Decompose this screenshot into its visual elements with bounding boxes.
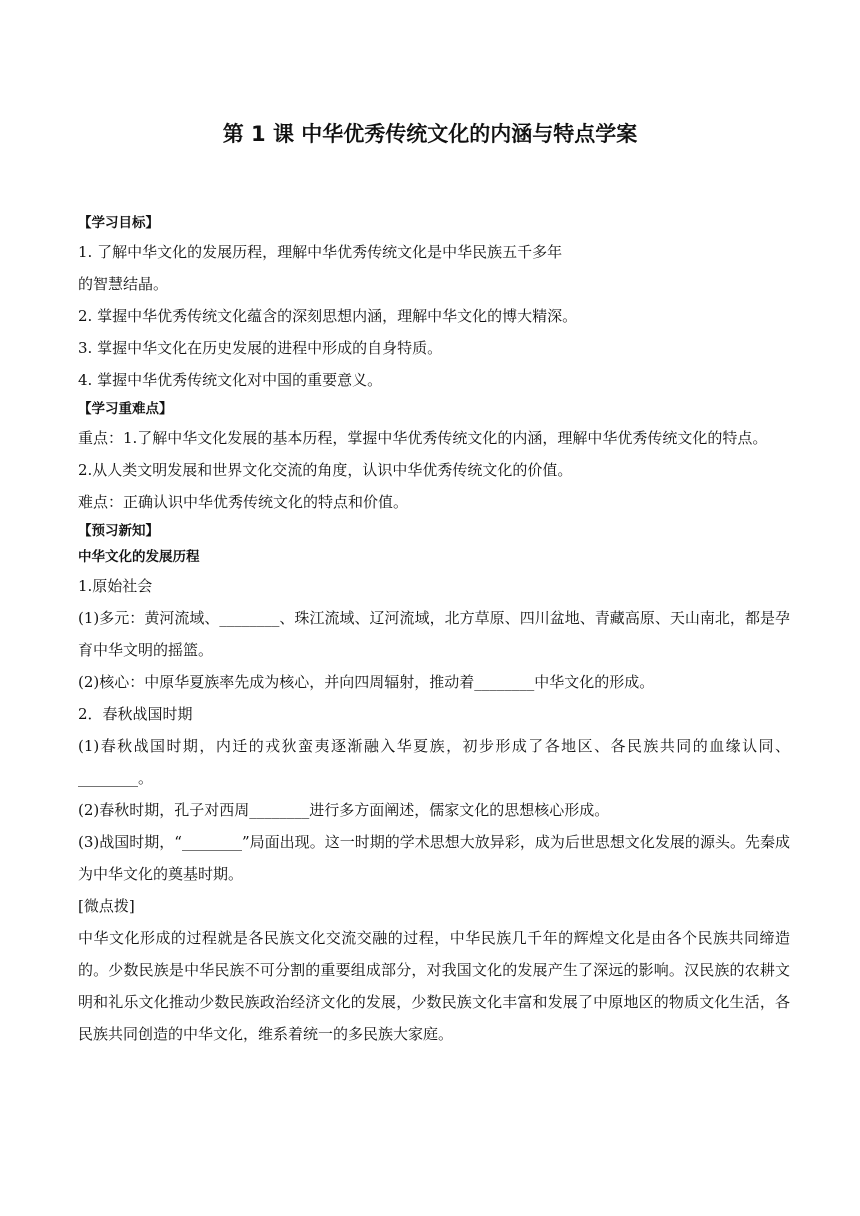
- section-1-para-1: (1)多元：黄河流域、________、珠江流域、辽河流域，北方草原、四川盆地、青藏高原、天山南北，都是孕育中华文明的摇篮。: [78, 609, 790, 659]
- tip-text: 中华文化形成的过程就是各民族文化交流交融的过程，中华民族几千年的辉煌文化是由各个民族共同缔造的。少数民族是中华民族不可分割的重要组成部分，对我国文化的发展产生了深远的影响。汉民族的农耕文明和礼乐文化推动少数民族政治经济文化的发展，少数民族文化丰富和发展了中原地区的物质文化生活，各民族共同创造的中华文化，维系着统一的多民族大家庭。: [78, 929, 790, 1043]
- key-points-heading: 【学习重难点】: [78, 401, 173, 417]
- key-point-zhongdian: 重点：1.了解中华文化发展的基本历程，掌握中华优秀传统文化的内涵，理解中华优秀传统文化的特点。: [78, 429, 768, 447]
- page-title: 第 1 课 中华优秀传统文化的内涵与特点学案: [222, 122, 638, 146]
- objective-item-1-line1: 1. 了解中华文化的发展历程，理解中华优秀传统文化是中华民族五千多年: [78, 243, 563, 261]
- objective-item-3: 3. 掌握中华文化在历史发展的进程中形成的自身特质。: [78, 339, 443, 357]
- section-2-para-2: (2)春秋时期，孔子对西周________进行多方面阐述，儒家文化的思想核心形成。: [78, 801, 610, 819]
- section-1-para-2: (2)核心：中原华夏族率先成为核心，并向四周辐射，推动着________中华文化的形成。: [78, 673, 655, 691]
- section-1-title: 1.原始社会: [78, 577, 153, 595]
- preview-subheading: 中华文化的发展历程: [78, 549, 200, 565]
- objective-item-2: 2. 掌握中华优秀传统文化蕴含的深刻思想内涵，理解中华文化的博大精深。: [78, 307, 578, 325]
- section-2-para-1: (1)春秋战国时期，内迁的戎狄蛮夷逐渐融入华夏族，初步形成了各地区、各民族共同的血缘认同、________。: [78, 737, 790, 787]
- key-point-zhongdian-2: 2.从人类文明发展和世界文化交流的角度，认识中华优秀传统文化的价值。: [78, 461, 573, 479]
- document-body: [78, 210, 790, 1050]
- section-2-title: 2．春秋战国时期: [78, 705, 193, 723]
- objective-item-4: 4. 掌握中华优秀传统文化对中国的重要意义。: [78, 371, 383, 389]
- objectives-heading: 【学习目标】: [78, 215, 159, 231]
- key-point-nandian: 难点：正确认识中华优秀传统文化的特点和价值。: [78, 493, 409, 511]
- section-2-para-3: (3)战国时期，“________”局面出现。这一时期的学术思想大放异彩，成为后世思想文化发展的源头。先秦成为中华文化的奠基时期。: [78, 833, 790, 883]
- objective-item-1-line2: 的智慧结晶。: [78, 275, 169, 293]
- tip-label: [微点拨]: [78, 897, 135, 915]
- preview-heading: 【预习新知】: [78, 523, 159, 539]
